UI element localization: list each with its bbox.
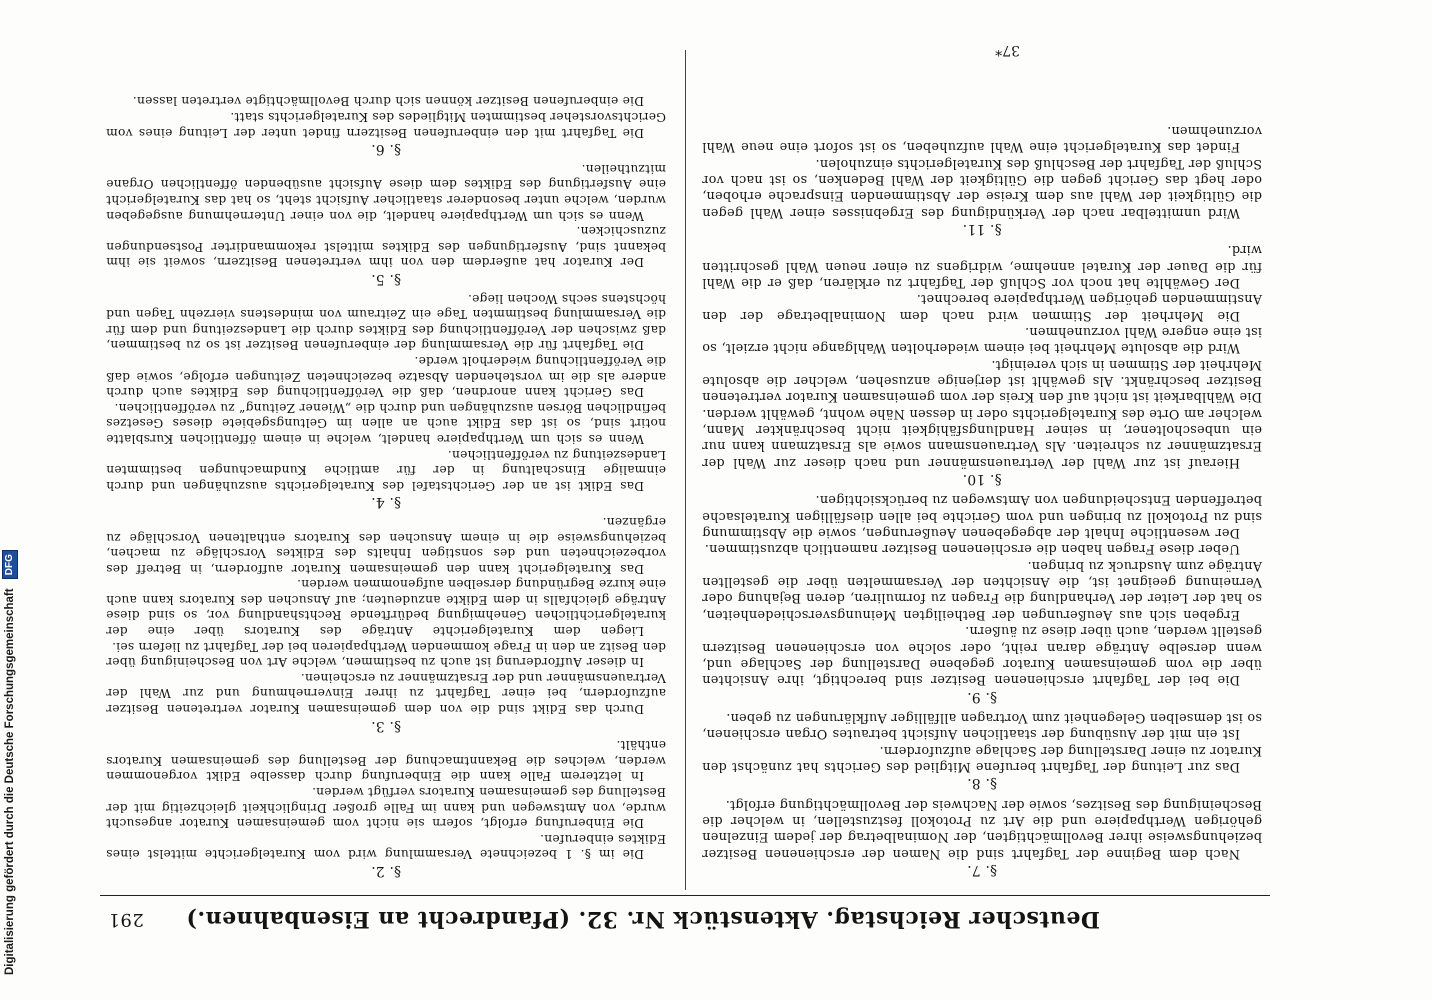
paragraph: Das zur Leitung der Tagfahrt berufene Mitglied des Gerichts hat zunächst den Kurator zu einer Darstellung der Sachlage aufzufordern.	[702, 742, 1262, 774]
right-column	[106, 93, 666, 882]
paragraph: Wenn es sich um Werthpapiere handelt, die von einer Unternehmung ausgegeben wurden, welche unter besonderer staatlicher Aufsicht steht, so hat das Kuratelgericht eine Ausfertigung des Ediktes dem diese Aufsicht ausübenden öffentlichen Organe mitzutheilen.	[106, 161, 666, 223]
digitization-credit	[0, 15, 20, 975]
paragraph: Ueber diese Fragen haben die erschienenen Besitzer namentlich abzustimmen.	[704, 541, 1240, 557]
dfg-logo-icon: DFG	[2, 550, 18, 579]
paragraph: Der wesentliche Inhalt der abgegebenen Aeußerungen, sowie die Abstimmung sind zu Protokoll zu bringen und vom Gerichte bei allen diesfälligen Kuratelsache betreffenden Entscheidungen von Amtswegen zu berücksichtigen.	[702, 492, 1262, 541]
paragraph: Das Kuratelgericht kann den gemeinsamen Kurator auffordern, in Betreff des vorbezeichneten und des sonstigen Inhalts des Ediktes Vorschläge zu machen, beziehungsweise die in einem Ansuchen des Kurators enthaltenen Vorschläge zu ergänzen.	[106, 514, 666, 576]
section-heading: §. 7.	[966, 862, 998, 878]
paragraph: Die Mehrheit der Stimmen wird nach dem Nominalbetrage der den Anstimmenden gehörigen Werthpapiere berechnet.	[702, 291, 1262, 323]
section-heading: §. 6.	[370, 141, 402, 158]
paragraph: Wird die absolute Mehrheit bei einem wiederholten Wahlgange nicht erzielt, so ist eine engere Wahl vorzunehmen.	[702, 324, 1262, 356]
paragraph: In dieser Aufforderung ist auch zu bestimmen, welche Art von Bescheinigung über den Besitz an den in Frage kommenden Werthpapieren bei der Tagfahrt zu liefern sei.	[106, 639, 666, 670]
paragraph: Wird unmittelbar nach der Verkündigung des Ergebnisses einer Wahl gegen die Gültigkeit der Wahl aus dem Kreise der Abstimmenden Einsprache erhoben, oder hegt das Gericht gegen die Gültigkeit der Wahl Bedenken, so ist nach vor Schluß der Tagfahrt der Beschluß des Kuratelgerichts einzuholen.	[702, 155, 1262, 220]
paragraph: Der Kurator hat außerdem den von ihm vertretenen Besitzern, soweit sie ihm bekannt sind, Ausfertigungen des Ediktes mittelst rekommandirter Postsendungen zuzuschicken.	[106, 224, 666, 270]
section-heading: §. 8.	[966, 775, 998, 792]
paragraph: Das Edikt ist an der Gerichtstafel des Kuratelgerichts auszuhängen und durch einmalige Einschaltung in der für amtliche Kundmachungen bestimmten Landeszeitung zu veröffentlichen.	[106, 447, 666, 493]
page-number: 291	[108, 909, 144, 930]
paragraph: Die bei der Tagfahrt erschienenen Besitzer sind berechtigt, ihre Ansichten über die vom gemeinsamen Kurator gegebene Darstellung der Sachlage und, wenn derselbe Anträge daran reiht, oder solche von erschienenen Besitzern gestellt werden, auch über diese zu äußern.	[702, 623, 1262, 688]
section-heading: §. 11.	[962, 220, 1002, 237]
paragraph: Die Tagfahrt für die Versammlung der einberufenen Besitzer ist so zu bestimmen, daß zwischen der Veröffentlichung des Ediktes durch die Landeszeitung und dem für die Versammlung bestimmten Tage ein Zeitraum von mindestens vierzehn Tagen und höchstens sechs Wochen liege.	[106, 291, 666, 353]
paragraph: Durch das Edikt sind die von dem gemeinsamen Kurator vertretenen Besitzer aufzufordern, bei einer Tagfahrt zu ihrer Einvernehmung und zur Wahl der Vertrauensmänner und der Ersatzmänner zu erscheinen.	[106, 670, 666, 717]
paragraph: Hierauf ist zur Wahl der Vertrauensmänner und nach dieser zur Wahl der Ersatzmänner zu schreiten. Als Vertrauensmann sowie als Ersatzmann kann nur ein unbescholtener, in seiner Handlungsfähigkeit nicht beschränkter Mann, welcher am Orte des Kuratelgerichts oder in dessen Nähe wohnt, gewählt werden. Die Wählbarkeit ist nicht auf den Kreis der vom gemeinsamen Kurator vertretenen Besitzer beschränkt. Als gewählt ist derjenige anzusehen, welcher die absolute Mehrheit der Stimmen in sich vereinigt.	[702, 356, 1262, 470]
page-title: Deutscher Reichstag. Aktenstück Nr. 32. (Pfandrecht an Eisenbahnen.)	[186, 906, 1100, 932]
paragraph: Ergeben sich aus Aeußerungen der Betheiligten Meinungsverschiedenheiten, so hat der Leiter der Verhandlung die Fragen zu formuliren, deren Bejahung oder Verneinung geeignet ist, die Ansichten der Versammelten über die gestellten Anträge zum Ausdruck zu bringen.	[702, 557, 1262, 622]
paragraph: Ist ein mit der Ausübung der staatlichen Aufsicht betrautes Organ erschienen, so ist demselben Gelegenheit zum Vortragen allfälliger Aufklärungen zu geben.	[702, 709, 1262, 742]
paragraph: Nach dem Beginne der Tagfahrt sind die Namen der erschienenen Besitzer beziehungsweise ihrer Bevollmächtigten, der Nominalbetrag der jedem Einzelnen gehörigen Werthpapiere und die Art zu Protokoll festzustellen, in welcher die Bescheinigung des Besitzes, sowie der Nachweis der Bevollmächtigung erfolgt.	[702, 796, 1262, 861]
column-divider	[685, 50, 686, 890]
section-heading: §. 4.	[370, 494, 402, 511]
left-column	[702, 122, 1262, 882]
digitization-footer	[0, 0, 26, 1000]
paragraph: Die einberufenen Besitzer können sich durch Bevollmächtigte vertreten lassen.	[132, 94, 644, 109]
paragraph: Die im §. 1 bezeichnete Versammlung wird vom Kuratelgerichte mittelst eines Ediktes einberufen.	[106, 831, 666, 862]
section-heading: §. 2.	[370, 863, 402, 879]
paragraph: Wenn es sich um Werthpapiere handelt, welche in einem öffentlichen Kursblatte notirt sind, so ist das Edikt auch an allen im Geltungsgebiete dieses Gesetzes befindlichen Börsen auszuhängen und durch die „Wiener Zeitung“ zu veröffentlichen.	[106, 400, 666, 446]
paragraph: Der Gewählte hat noch vor Schluß der Tagfahrt zu erklären, daß er die Wahl für die Dauer der Kuratel annehme, widrigens zu einer neuen Wahl geschritten wird.	[702, 242, 1262, 290]
paragraph: Die Tagfahrt mit den einberufenen Besitzern findet unter der Leitung eines vom Gerichtsvorsteher bestimmten Mitgliedes des Kuratelgerichts statt.	[106, 110, 666, 140]
section-heading: §. 5.	[370, 271, 402, 288]
paragraph: Liegen dem Kuratelgerichte Anträge des Kurators über eine der kuratelgerichtlichen Genehmigung bedürftende Rechtshandlung vor, so sind diese Anträge gleichfalls in dem Edikte anzudeuten; auf Ansuchen des Kurators kann auch eine kurze Begründung derselben aufgenommen werden.	[106, 577, 666, 639]
running-header	[100, 898, 1270, 932]
credit-text: Digitalisierung gefördert durch die Deutsche Forschungsgemeinschaft	[4, 588, 16, 975]
header-rule	[100, 895, 1270, 896]
paragraph: Die Einberufung erfolgt, sofern sie nicht vom gemeinsamen Kurator angesucht wurde, von Amtswegen und kann im Falle großer Dringlichkeit gleichzeitig mit der Bestellung des gemeinsamen Kurators verfügt werden.	[106, 785, 666, 831]
paragraph: In letzterem Falle kann die Einberufung durch dasselbe Edikt vorgenommen werden, welches die Bekanntmachung der Bestellung des gemeinsamen Kurators enthält.	[106, 738, 666, 784]
paragraph: Findet das Kuratelgericht eine Wahl aufzuheben, so ist sofort eine neue Wahl vorzunehmen.	[702, 122, 1262, 155]
section-heading: §. 3.	[370, 717, 402, 734]
section-heading: §. 9.	[966, 688, 998, 705]
section-heading: §. 10.	[962, 471, 1002, 488]
paragraph: Das Gericht kann anordnen, daß die Veröffentlichung des Ediktes auch durch andere als die im vorstehenden Absatze bezeichneten Zeitungen erfolge, sowie daß die Veröffentlichung wiederholt werde.	[106, 354, 666, 400]
signature-mark: 37*	[995, 42, 1020, 58]
scanned-page	[100, 40, 1270, 940]
